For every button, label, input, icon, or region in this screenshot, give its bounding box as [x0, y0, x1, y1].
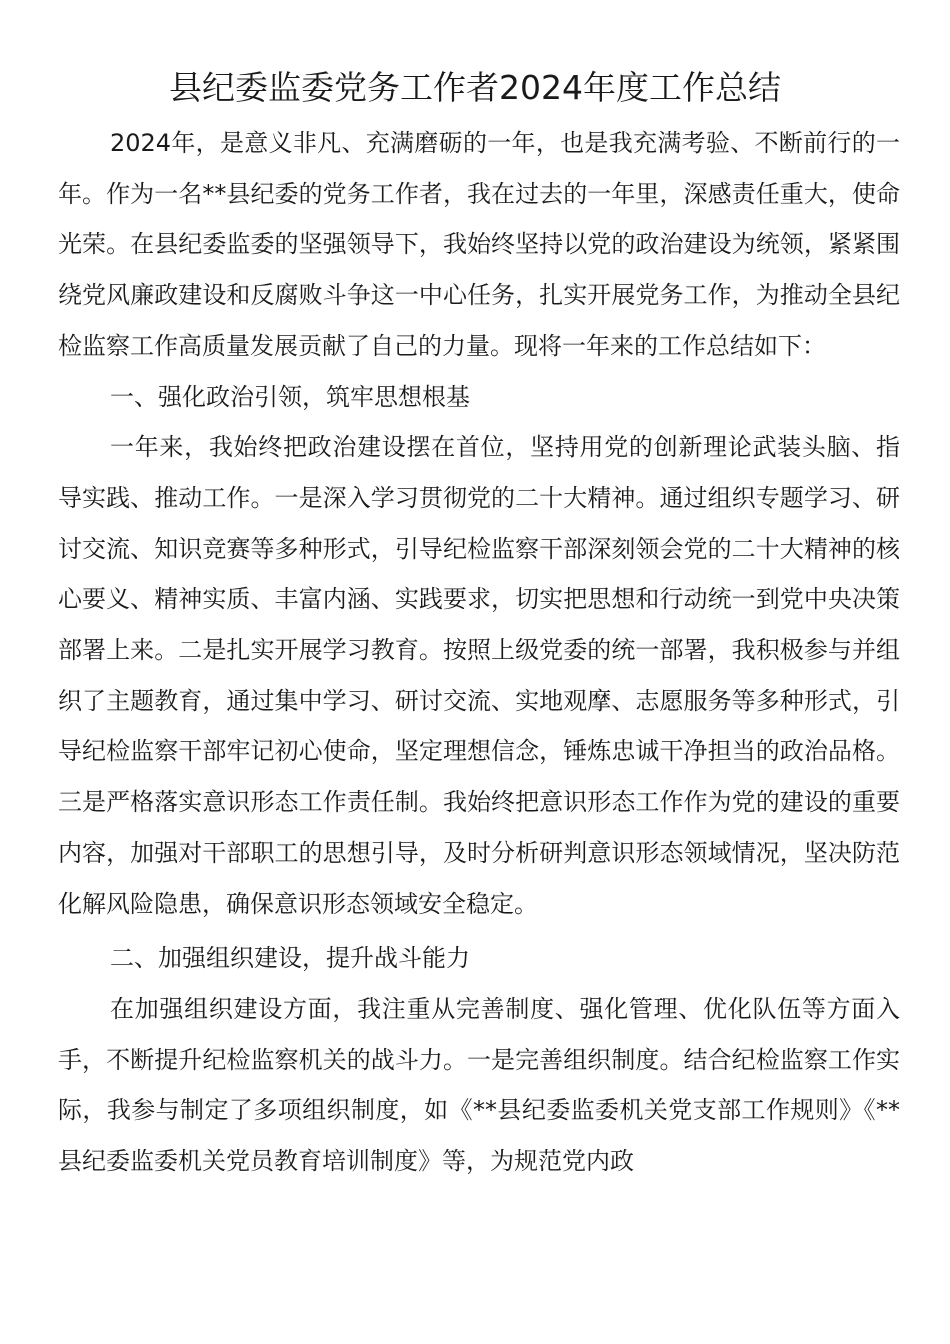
document-title: 县纪委监委党务工作者2024年度工作总结 [169, 68, 781, 107]
section-1-paragraph: 一年来，我始终把政治建设摆在首位，坚持用党的创新理论武装头脑、指导实践、推动工作。一是深入学习贯彻党的二十大精神。通过组织专题学习、研讨交流、知识竞赛等多种形式，引导纪检监察干部深刻领会党的二十大精神的核心要义、精神实质、丰富内涵、实践要求，切实把思想和行动统一到党中央决策部署上来。二是扎实开展学习教育。按照上级党委的统一部署，我积极参与并组织了主题教育，通过集中学习、研讨交流、实地观摩、志愿服务等多种形式，引导纪检监察干部牢记初心使命，坚定理想信念，锤炼忠诚干净担当的政治品格。三是严格落实意识形态工作责任制。我始终把意识形态工作作为党的建设的重要内容，加强对干部职工的思想引导，及时分析研判意识形态领域情况，坚决防范化解风险隐患，确保意识形态领域安全稳定。 [58, 433, 900, 918]
section-2-paragraph: 在加强组织建设方面，我注重从完善制度、强化管理、优化队伍等方面入手，不断提升纪检监察机关的战斗力。一是完善组织制度。结合纪检监察工作实际，我参与制定了多项组织制度，如《**县纪委监委机关党支部工作规则》《**县纪委监委机关党员教育培训制度》等，为规范党内政 [58, 994, 900, 1176]
document-body [58, 118, 900, 1187]
section-heading-2: 二、加强组织建设，提升战斗能力 [110, 944, 470, 973]
section-heading-1: 一、强化政治引领，筑牢思想根基 [110, 382, 470, 411]
intro-paragraph: 2024年，是意义非凡、充满磨砺的一年，也是我充满考验、不断前行的一年。作为一名**县纪委的党务工作者，我在过去的一年里，深感责任重大，使命光荣。在县纪委监委的坚强领导下，我始终坚持以党的政治建设为统领，紧紧围绕党风廉政建设和反腐败斗争这一中心任务，扎实开展党务工作，为推动全县纪检监察工作高质量发展贡献了自己的力量。现将一年来的工作总结如下： [58, 129, 900, 360]
